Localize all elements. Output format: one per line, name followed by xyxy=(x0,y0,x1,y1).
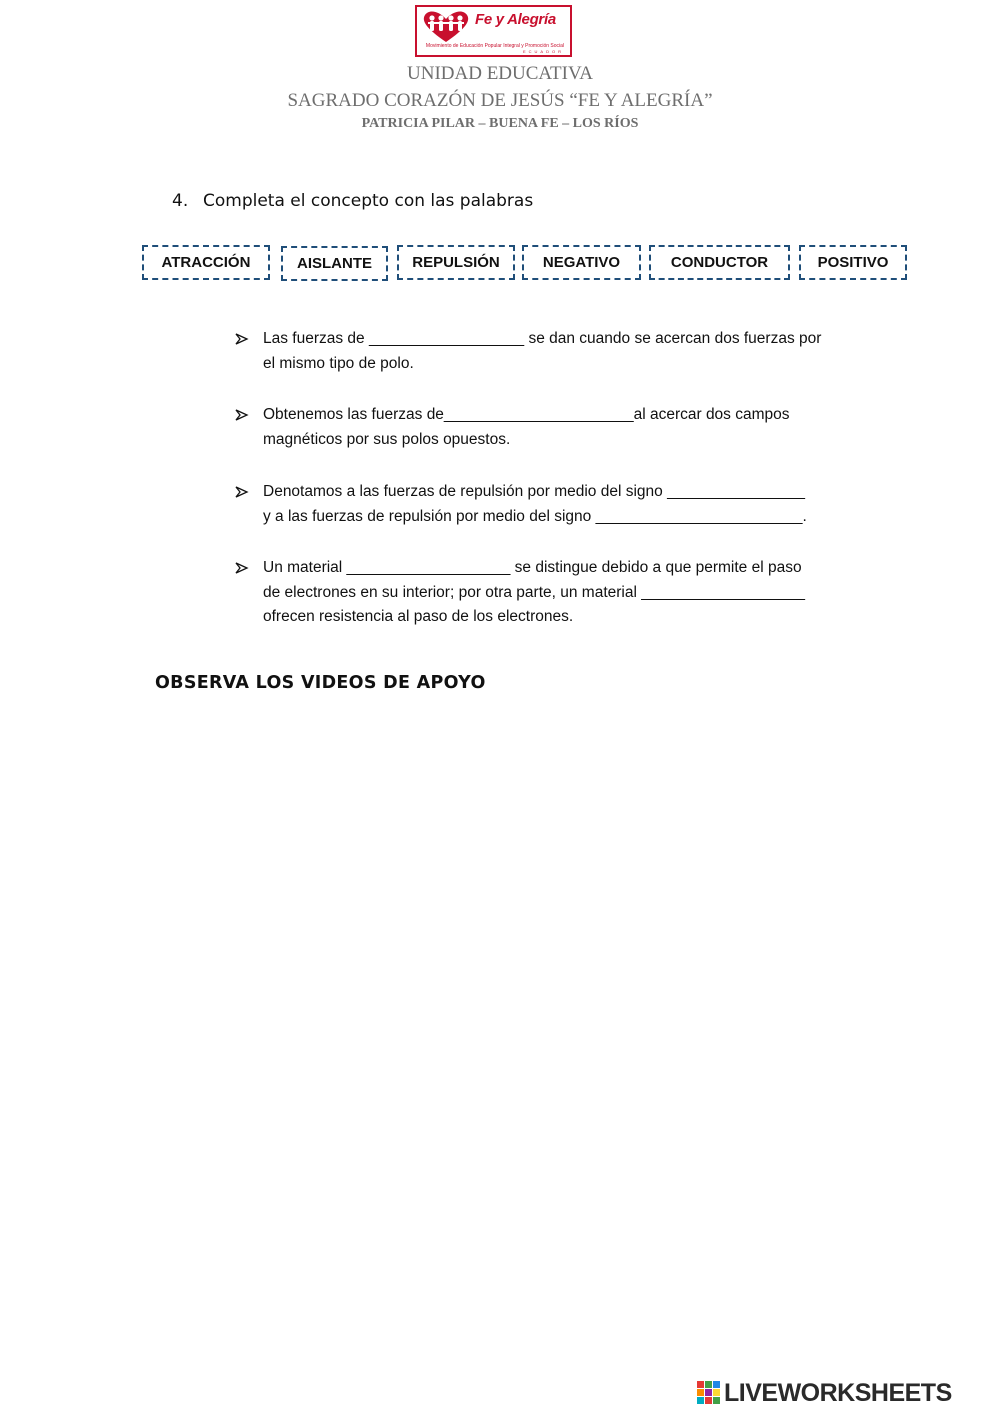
watermark-text: LIVEWORKSHEETS xyxy=(724,1378,952,1407)
logo-country: ECUADOR xyxy=(522,49,564,54)
word-aislante[interactable]: AISLANTE xyxy=(281,246,388,281)
liveworksheets-watermark xyxy=(697,1378,952,1408)
exercise-number: 4. xyxy=(172,191,189,211)
item-4-line-3: ofrecen resistencia al paso de los electrones. xyxy=(263,608,574,625)
item-4-line-1: Un material ___________________ se distingue debido a que permite el paso xyxy=(263,559,802,576)
word-conductor[interactable]: CONDUCTOR xyxy=(649,245,790,280)
arrow-bullet-icon xyxy=(234,403,250,427)
item-3-line-2: y a las fuerzas de repulsión por medio del signo ________________________. xyxy=(263,507,807,525)
school-logo xyxy=(415,5,572,57)
item-2-line-1: Obtenemos las fuerzas de______________________al acercar dos campos xyxy=(263,406,790,423)
arrow-bullet-icon xyxy=(234,327,250,351)
list-item xyxy=(234,480,874,529)
item-3-line-1: Denotamos a las fuerzas de repulsión por medio del signo ________________ xyxy=(263,483,806,500)
school-location: PATRICIA PILAR – BUENA FE – LOS RÍOS xyxy=(361,116,639,131)
word-repulsion[interactable]: REPULSIÓN xyxy=(397,245,515,280)
list-item xyxy=(234,403,874,452)
children-silhouette-icon xyxy=(419,9,473,43)
exercise-instruction xyxy=(172,191,533,211)
word-negativo[interactable]: NEGATIVO xyxy=(522,245,641,280)
logo-subtitle: Movimiento de Educación Popular Integral y Promoción Social xyxy=(425,43,565,49)
liveworksheets-logo-icon xyxy=(697,1381,721,1405)
list-item xyxy=(234,556,874,630)
logo-name: Fe y Alegría xyxy=(475,11,556,28)
word-positivo[interactable]: POSITIVO xyxy=(799,245,907,280)
school-title: UNIDAD EDUCATIVA xyxy=(407,63,593,84)
item-1-line-1: Las fuerzas de __________________ se dan cuando se acercan dos fuerzas por xyxy=(263,330,822,347)
instruction-text: Completa el concepto con las palabras xyxy=(203,191,534,211)
list-item xyxy=(234,327,874,376)
word-atraccion[interactable]: ATRACCIÓN xyxy=(142,245,270,280)
section-title: OBSERVA LOS VIDEOS DE APOYO xyxy=(155,673,486,693)
item-4-line-2: de electrones en su interior; por otra parte, un material ___________________ xyxy=(263,583,806,601)
arrow-bullet-icon xyxy=(234,480,250,504)
arrow-bullet-icon xyxy=(234,556,250,580)
item-2-line-2: magnéticos por sus polos opuestos. xyxy=(263,430,511,448)
school-name: SAGRADO CORAZÓN DE JESÚS “FE Y ALEGRÍA” xyxy=(287,90,713,111)
item-1-line-2: el mismo tipo de polo. xyxy=(263,354,414,372)
